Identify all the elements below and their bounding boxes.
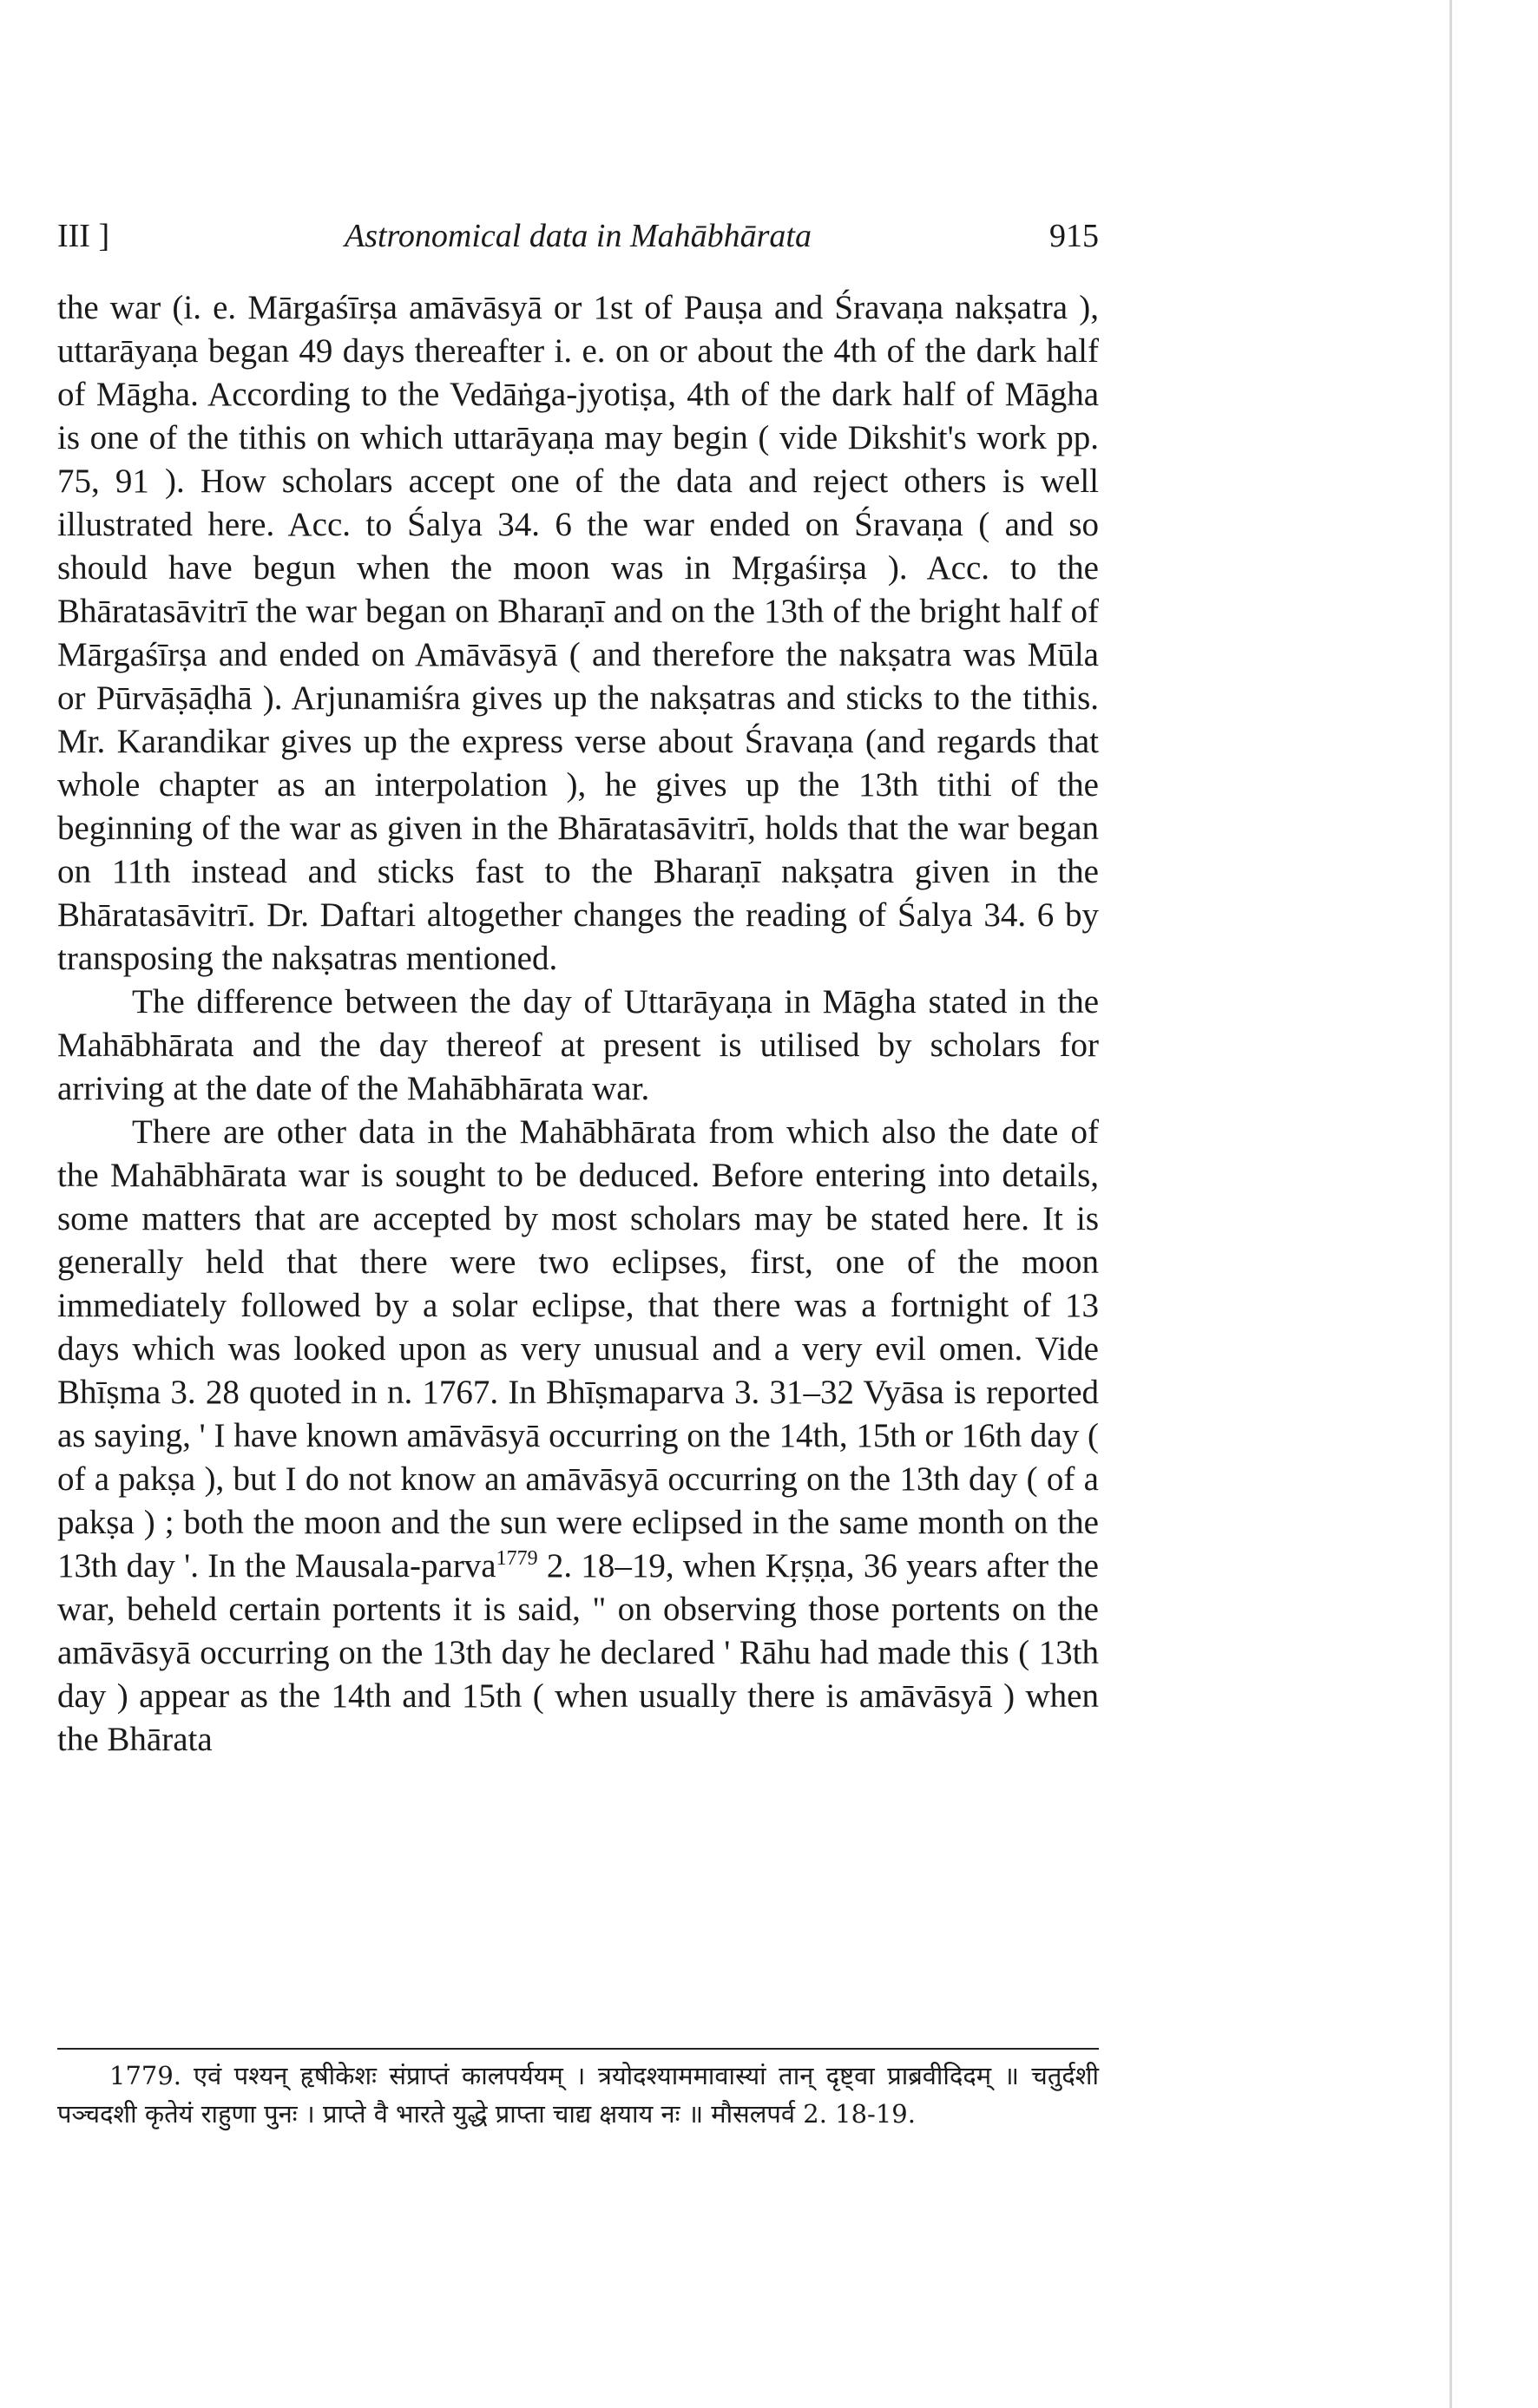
section-number: III ] [57,218,110,254]
paragraph-3 [57,1111,1099,1762]
page-number: 915 [1049,218,1099,254]
footnote-separator [57,2048,1099,2050]
paragraph-1: the war (i. e. Mārgaśīrṣa amāvāsyā or 1st of Pauṣa and Śravaṇa nakṣatra ), uttarāyaṇa began 49 days thereafter i. e. on or about the 4th of the dark half of Māgha. According to the Vedāṅga-jyotiṣa, 4th of the dark half of Māgha is one of the tithis on which uttarāyaṇa may begin ( vide Dikshit's work pp. 75, 91 ). How scholars accept one of the data and reject others is well illustrated here. Acc. to Śalya 34. 6 the war ended on Śravaṇa ( and so should have begun when the moon was in Mṛgaśirṣa ). Acc. to the Bhāratasāvitrī the war began on Bharaṇī and on the 13th of the bright half of Mārgaśīrṣa and ended on Amāvāsyā ( and therefore the nakṣatra was Mūla or Pūrvāṣāḍhā ). Arjunamiśra gives up the nakṣatras and sticks to the tithis. Mr. Karandikar gives up the express verse about Śravaṇa (and regards that whole chapter as an interpolation ), he gives up the 13th tithi of the beginning of the war as given in the Bhāratasāvitrī, holds that the war began on 11th instead and sticks fast to the Bharaṇī nakṣatra given in the Bhāratasāvitrī. Dr. Daftari altogether changes the reading of Śalya 34. 6 by transposing the nakṣatras mentioned. [57,289,1099,977]
footnote [57,2057,1099,2133]
page-edge-line [1449,0,1452,2408]
running-header [57,217,1099,260]
footnote-text: एवं पश्यन् हृषीकेशः संप्राप्तं कालपर्ययम् । त्रयोदश्याममावास्यां तान् दृष्ट्वा प्राब्रवीदिदम् ॥ चतुर्दशी पञ्चदशी कृतेयं राहुणा पुनः । प्राप्ते वै भारते युद्धे प्राप्ता चाद्य क्षयाय नः ॥ मौसलपर्व 2. 18-19. [57,2061,1099,2129]
footnote-number: 1779. [109,2061,182,2090]
main-text [57,286,1099,1762]
paragraph-3-text-a: There are other data in the Mahābhārata from which also the date of the Mahābhārata war is sought to be deduced. Before entering into details, some matters that are accepted by most scholars may be stated here. It is generally held that there were two eclipses, first, one of the moon immediately followed by a solar eclipse, that there was a fortnight of 13 days which was looked upon as very unusual and a very evil omen. Vide Bhīṣma 3. 28 quoted in n. 1767. In Bhīṣmaparva 3. 31–32 Vyāsa is reported as saying, ' I have known amāvāsyā occurring on the 14th, 15th or 16th day ( of a pakṣa ), but I do not know an amāvāsyā occurring on the 13th day ( of a pakṣa ) ; both the moon and the sun were eclipsed in the same month on the 13th day '. In the Mausala-parva [57,1113,1099,1585]
footnote-reference: 1779 [496,1547,538,1570]
paragraph-2: The difference between the day of Uttarāyaṇa in Māgha stated in the Mahābhārata and the day thereof at present is utilised by scholars for arriving at the date of the Mahābhārata war. [57,983,1099,1107]
paragraph-3-text-b: 2. 18–19, when Kṛṣṇa, 36 years after the war, beheld certain portents it is said, " on observing those portents on the amāvāsyā occurring on the 13th day he declared ' Rāhu had made this ( 13th day ) appear as the 14th and 15th ( when usually there is amāvāsyā ) when the Bhārata [57,1547,1099,1758]
running-title: Astronomical data in Mahābhārata [345,218,812,254]
